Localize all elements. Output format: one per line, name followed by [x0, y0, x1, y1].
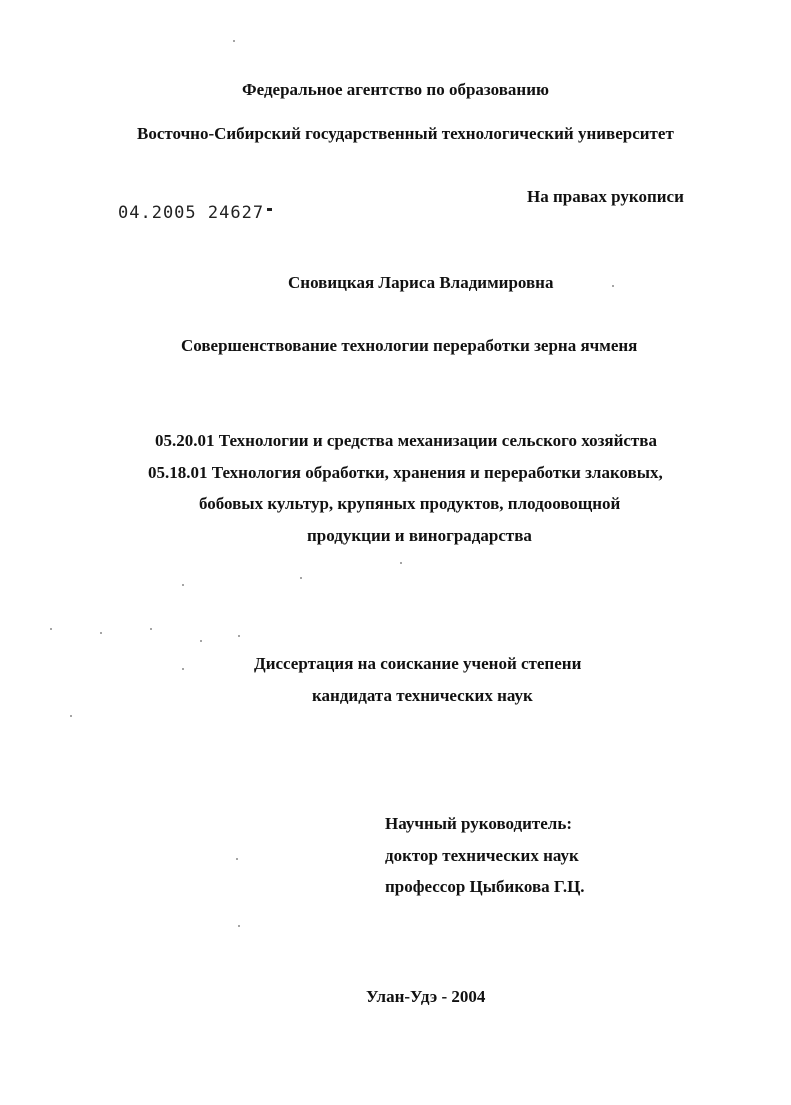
scan-speck [200, 640, 202, 642]
scan-speck [182, 584, 184, 586]
agency-heading: Федеральное агентство по образованию [242, 80, 549, 99]
specialty-line-3: бобовых культур, крупяных продуктов, плодоовощной [199, 494, 621, 513]
scan-speck [50, 628, 52, 630]
scan-speck [150, 628, 152, 630]
stamp-number: 04.2005 24627 [118, 203, 265, 223]
supervisor-name: профессор Цыбикова Г.Ц. [385, 877, 585, 896]
scan-speck [236, 858, 238, 860]
scan-speck [400, 562, 402, 564]
scan-speck [100, 632, 102, 634]
university-heading: Восточно-Сибирский государственный технологический университет [137, 124, 674, 143]
manuscript-note: На правах рукописи [527, 187, 684, 206]
scan-speck [300, 577, 302, 579]
scan-speck [70, 715, 72, 717]
archive-stamp [118, 203, 272, 223]
scan-speck [612, 285, 614, 287]
dissertation-title: Совершенствование технологии переработки зерна ячменя [181, 336, 638, 355]
stamp-mark [267, 208, 272, 211]
specialty-line-1: 05.20.01 Технологии и средства механизации сельского хозяйства [155, 431, 657, 450]
scan-speck [238, 925, 240, 927]
author-name: Сновицкая Лариса Владимировна [288, 273, 554, 292]
degree-line-2: кандидата технических наук [312, 686, 533, 705]
scan-speck [238, 635, 240, 637]
supervisor-degree: доктор технических наук [385, 846, 579, 865]
specialty-line-2: 05.18.01 Технология обработки, хранения и переработки злаковых, [148, 463, 663, 482]
scan-speck [233, 40, 235, 42]
specialty-line-4: продукции и виноградарства [307, 526, 532, 545]
degree-line-1: Диссертация на соискание ученой степени [254, 654, 582, 673]
supervisor-label: Научный руководитель: [385, 814, 572, 833]
place-year: Улан-Удэ - 2004 [366, 987, 486, 1006]
scan-speck [182, 668, 184, 670]
